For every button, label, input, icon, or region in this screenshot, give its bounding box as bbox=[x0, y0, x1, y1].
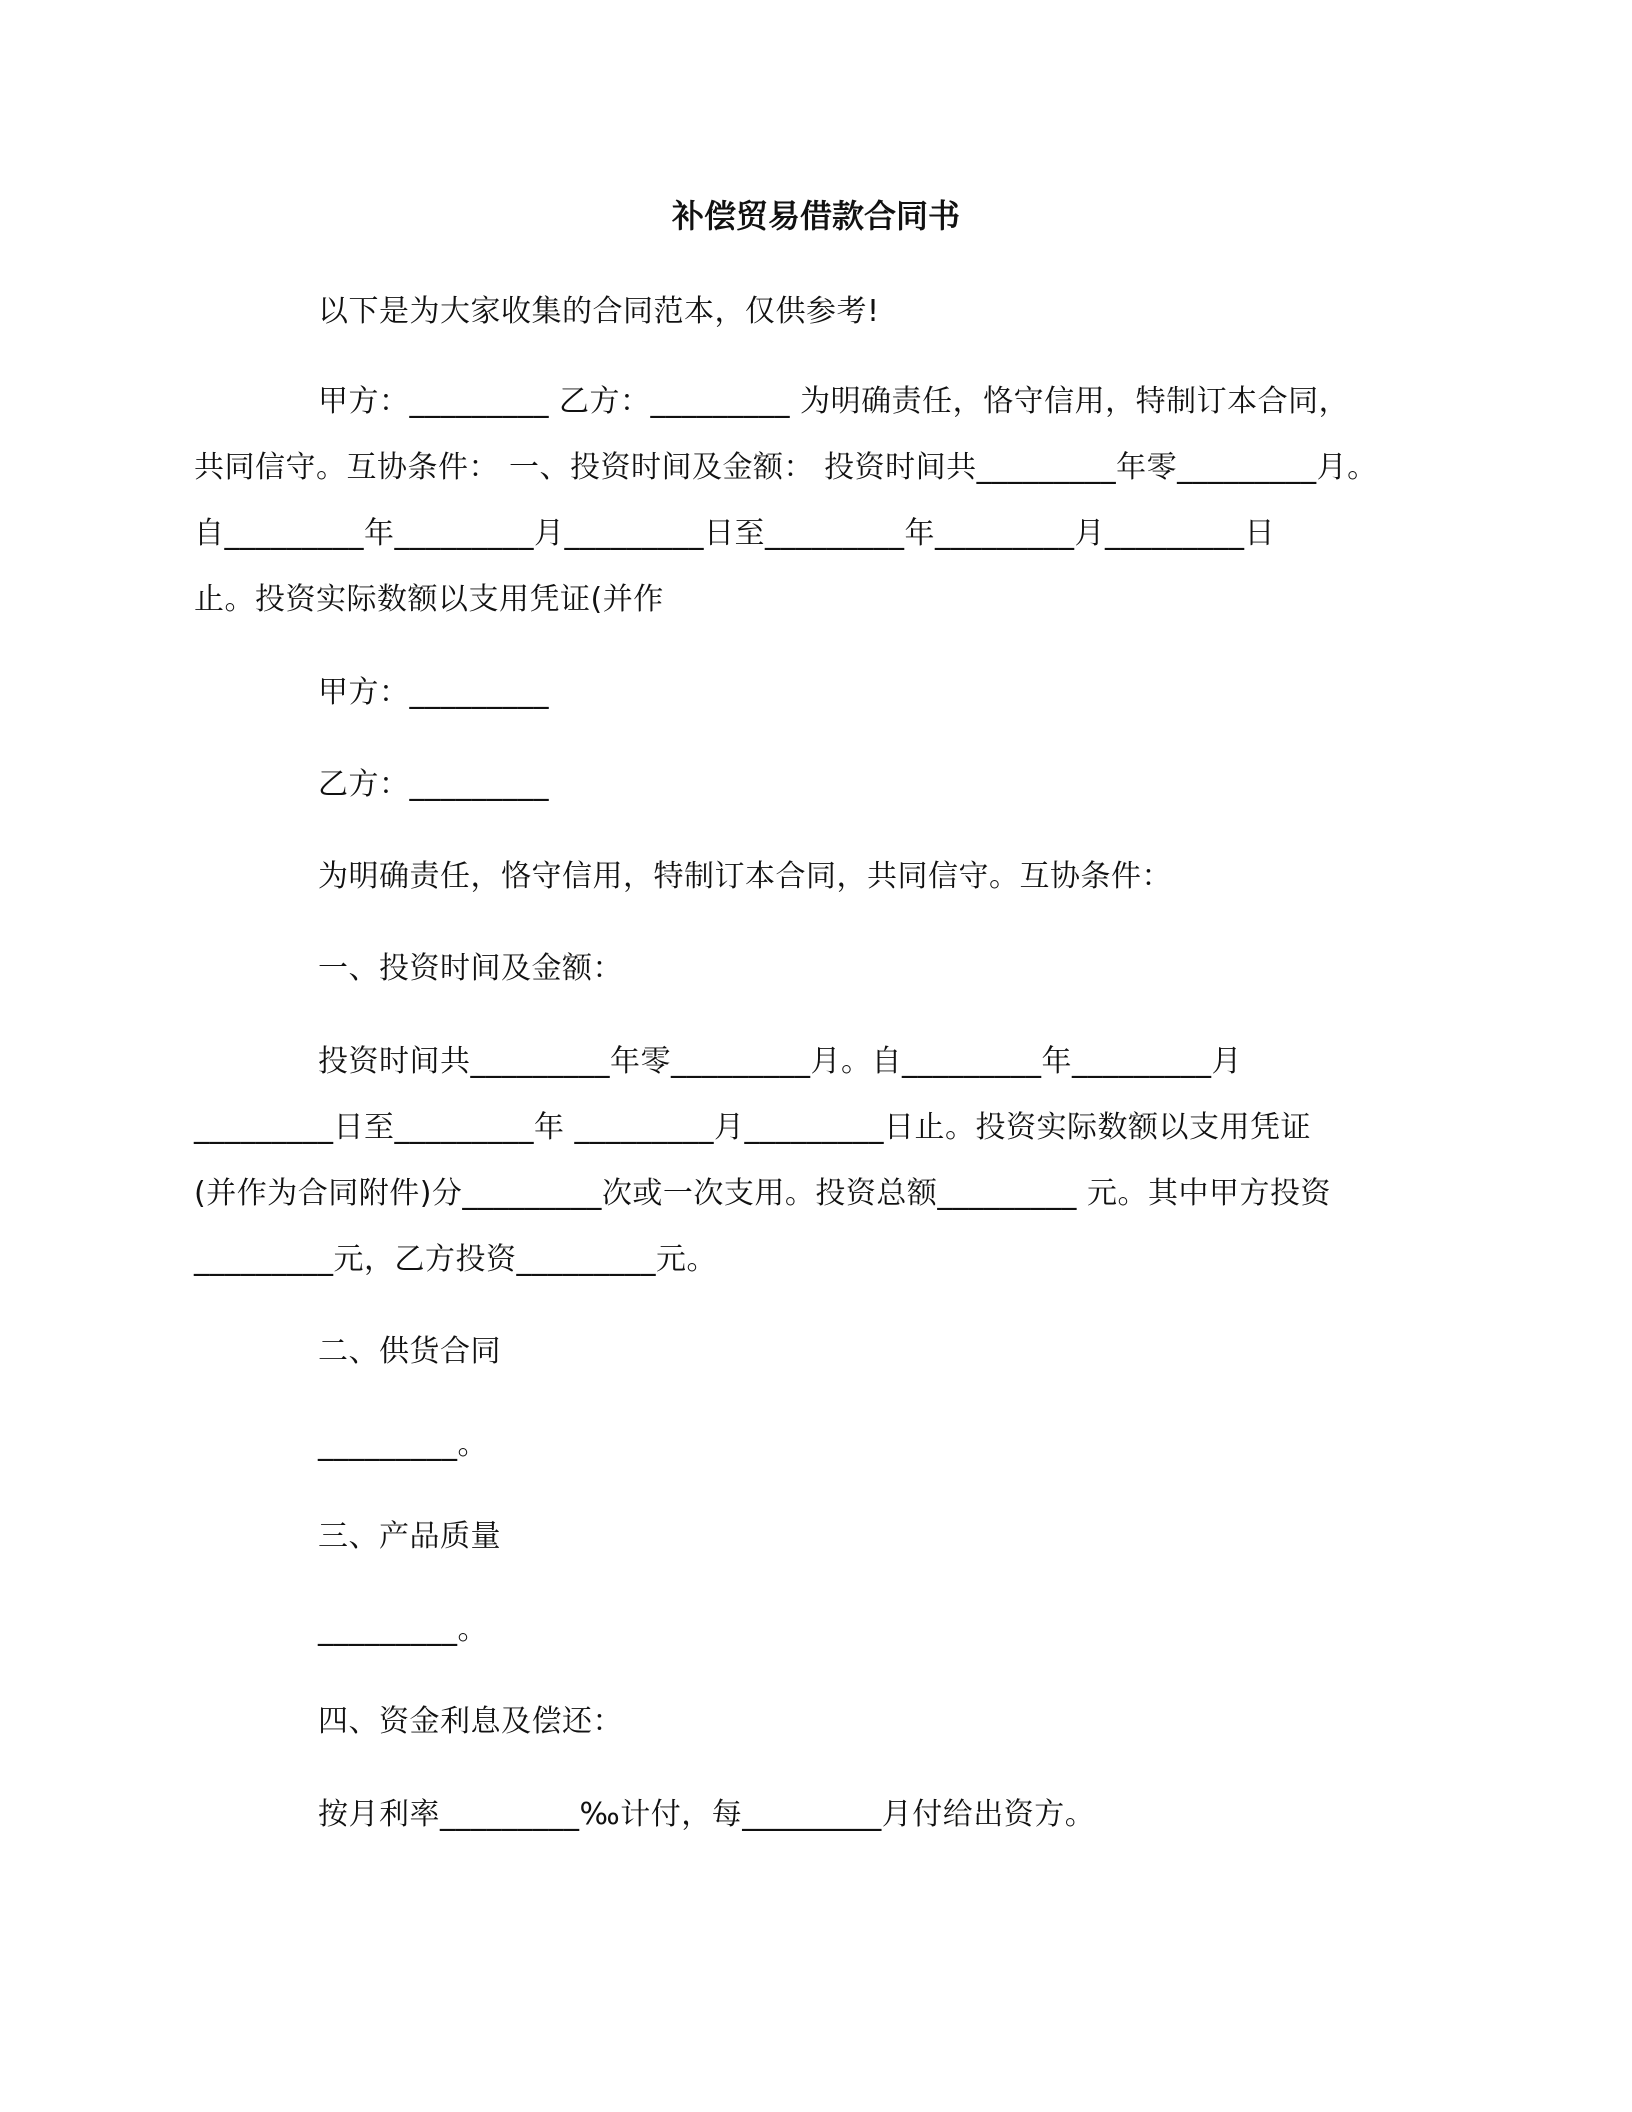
purpose-text: 为明确责任，恪守信用，特制订本合同，共同信守。互协条件： bbox=[318, 859, 1172, 894]
section3-heading: 三、产品质量 bbox=[318, 1519, 501, 1554]
document-title: 补偿贸易借款合同书 bbox=[671, 197, 960, 235]
section2-heading: 二、供货合同 bbox=[318, 1334, 501, 1369]
section1-line-3: (并作为合同附件)分_________次或一次支用。投资总额_________ 元。其中甲方投资 bbox=[194, 1176, 1331, 1211]
summary-line-2: 共同信守。互协条件： 一、投资时间及金额： 投资时间共_________年零_________月。 bbox=[194, 450, 1378, 485]
summary-line-3: 自_________年_________月_________日至_________年_________月_________日 bbox=[194, 516, 1275, 551]
party-b-line: 乙方：_________ bbox=[318, 767, 549, 802]
party-a-line: 甲方：_________ bbox=[318, 675, 549, 710]
summary-line-4: 止。投资实际数额以支用凭证(并作 bbox=[194, 582, 664, 617]
section1-line-4: _________元，乙方投资_________元。 bbox=[194, 1242, 717, 1277]
section2-blank: _________。 bbox=[318, 1427, 488, 1462]
section1-line-1: 投资时间共_________年零_________月。自_________年_________月 bbox=[318, 1044, 1242, 1079]
section1-heading: 一、投资时间及金额： bbox=[318, 951, 623, 986]
intro-text: 以下是为大家收集的合同范本，仅供参考! bbox=[318, 294, 880, 329]
section1-line-2: _________日至_________年 _________月_________日止。投资实际数额以支用凭证 bbox=[194, 1110, 1312, 1145]
section3-blank: _________。 bbox=[318, 1612, 488, 1647]
section4-line: 按月利率_________‰计付，每_________月付给出资方。 bbox=[318, 1797, 1096, 1832]
section4-heading: 四、资金利息及偿还： bbox=[318, 1704, 623, 1739]
summary-line-1: 甲方：_________ 乙方：_________ 为明确责任，恪守信用，特制订本合同， bbox=[318, 384, 1350, 419]
